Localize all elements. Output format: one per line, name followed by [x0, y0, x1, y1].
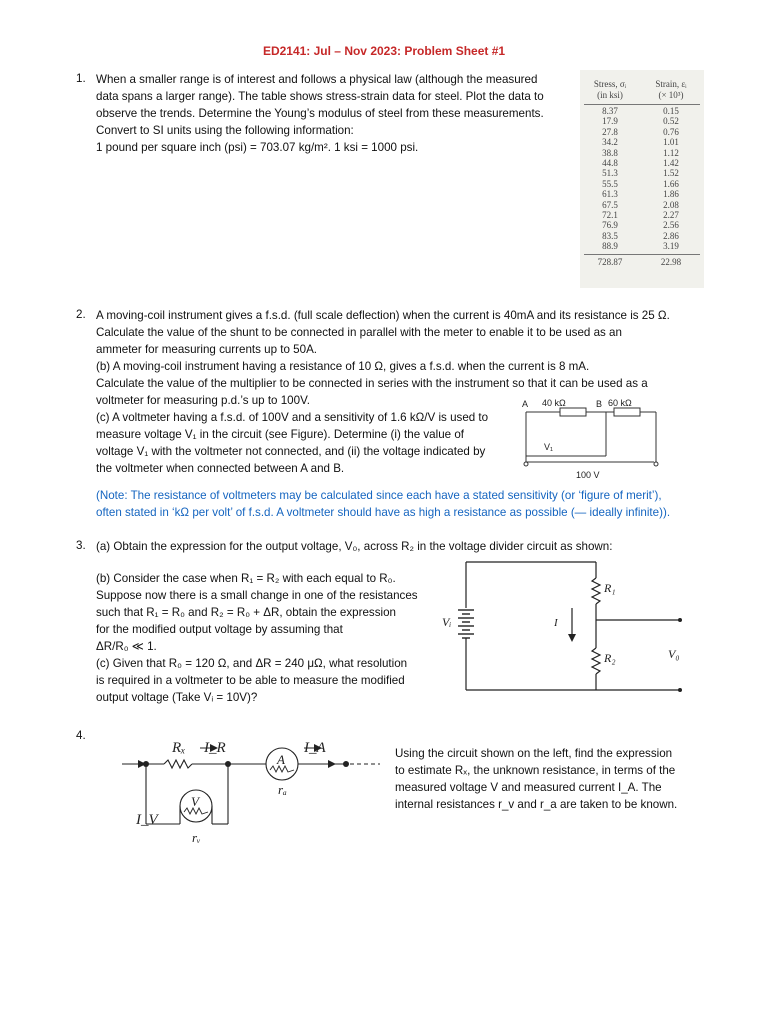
q3-number: 3.: [76, 539, 86, 552]
iv-label: I_V: [136, 812, 158, 828]
ia-label: I_A: [304, 740, 326, 756]
q1-line: Convert to SI units using the following information:: [96, 124, 354, 137]
stress-cell: 51.3: [602, 168, 618, 179]
stress-cell: 88.9: [602, 241, 618, 252]
strain-cell: 2.86: [663, 230, 679, 241]
stress-cell: 8.37: [602, 106, 618, 116]
stress-cell: 34.2: [602, 137, 618, 148]
stress-cell: 61.3: [602, 189, 618, 200]
output-terminal: [678, 618, 682, 622]
note-line: (Note: The resistance of voltmeters may be calculated since each have a stated sensitivity (or ‘figure of merit’),: [96, 489, 662, 502]
q3-line: ΔR/R₀ ≪ 1.: [96, 640, 157, 653]
q2-line: (b) A moving-coil instrument having a resistance of 10 Ω, gives a f.s.d. when the current is 8 mA.: [96, 360, 590, 373]
note-line: often stated in ‘kΩ per volt’ of f.s.d. A voltmeter should have as high a resistance as possible (— ideally infinite)).: [96, 506, 671, 519]
resistor-rx: [164, 760, 192, 768]
strain-cell: 1.52: [663, 168, 679, 179]
strain-cell: 1.12: [663, 147, 679, 158]
stress-cell: 38.8: [602, 147, 618, 158]
strain-cell: 1.42: [663, 158, 679, 169]
resistor-r2: [592, 648, 600, 674]
q2-line: Calculate the value of the multiplier to be connected in series with the instrument so that it can be used as a: [96, 377, 648, 390]
q4-line: Using the circuit shown on the left, find the expression: [395, 747, 673, 760]
q1-line: data spans a larger range). The table shows stress-strain data for steel. Plot the data to: [96, 90, 544, 103]
node-a-label: A: [522, 399, 529, 409]
q2-line: (c) A voltmeter having a f.s.d. of 100V and a sensitivity of 1.6 kΩ/V is used to: [96, 411, 489, 424]
junction: [143, 761, 149, 767]
q3-text: [96, 570, 418, 706]
output-terminal: [678, 688, 682, 692]
table-header-stress-unit: (in ksi): [597, 90, 623, 100]
stress-cell: 83.5: [602, 230, 618, 241]
q2-line: A moving-coil instrument gives a f.s.d. (full scale deflection) when the current is 40mA and its resistance is 25 Ω.: [96, 309, 670, 322]
current-label: I: [554, 617, 558, 629]
q3-line: output voltage (Take Vᵢ = 10V)?: [96, 691, 258, 704]
voltmeter-label: V: [191, 794, 199, 809]
rx-label: Rₓ: [172, 740, 186, 756]
stress-cell: 55.5: [602, 178, 618, 189]
vi-label: Vᵢ: [442, 615, 452, 629]
stress-cell: 76.9: [602, 220, 618, 231]
stress-strain-table: [580, 70, 704, 288]
terminal: [524, 462, 528, 466]
stress-column: [585, 106, 635, 252]
q2-line: Calculate the value of the shunt to be connected in parallel with the meter to enable it to be used as an: [96, 326, 622, 339]
r1-label: 40 kΩ: [542, 398, 566, 408]
node-b-label: B: [596, 399, 603, 409]
strain-column: [646, 106, 696, 252]
q2-line: ammeter for measuring currents up to 50A.: [96, 343, 318, 356]
resistor-40k: [560, 408, 586, 416]
current-arrow-head: [568, 634, 576, 642]
q2-line: voltage V₁ with the voltmeter not connected, and (ii) the voltage indicated by: [96, 445, 486, 458]
q3-line: Suppose now there is a small change in one of the resistances: [96, 589, 418, 602]
q4-circuit-diagram: [118, 734, 382, 846]
q2-number: 2.: [76, 308, 86, 321]
q2-line: measure voltage V₁ in the circuit (see Figure). Determine (i) the value of: [96, 428, 464, 441]
strain-cell: 1.66: [663, 178, 679, 189]
stress-cell: 27.8: [602, 126, 618, 137]
q2-line: voltmeter for measuring p.d.’s up to 100V.: [96, 394, 310, 407]
stress-cell: 44.8: [602, 158, 618, 169]
q4-line: measured voltage V and measured current I_A. The: [395, 781, 662, 794]
q3-voltage-divider-diagram: [436, 556, 686, 698]
q1-number: 1.: [76, 72, 86, 85]
q3-line: is required in a voltmeter to be able to measure the modified: [96, 674, 405, 687]
q4-number: 4.: [76, 729, 86, 742]
q1-line: observe the trends. Determine the Young’s modulus of steel from these measurements.: [96, 107, 544, 120]
strain-cell: 0.52: [663, 116, 679, 127]
q2-note: [96, 487, 670, 521]
vo-label: V₀: [668, 647, 680, 661]
strain-cell: 1.01: [663, 137, 679, 148]
ammeter-label: A: [277, 752, 285, 767]
table-header-strain-unit: (× 10³): [658, 90, 684, 100]
q3-part-a: (a) Obtain the expression for the output voltage, V₀, across R₂ in the voltage divider circuit as shown:: [96, 540, 613, 553]
r2-label: 60 kΩ: [608, 398, 632, 408]
resistor-60k: [614, 408, 640, 416]
strain-cell: 1.86: [663, 189, 679, 200]
junction: [225, 761, 231, 767]
strain-cell: 0.76: [663, 126, 679, 137]
strain-cell: 0.15: [663, 106, 679, 116]
q4-text: [395, 745, 677, 813]
q3-line: for the modified output voltage by assuming that: [96, 623, 343, 636]
v1-label: V₁: [544, 442, 554, 452]
table-divider: [584, 104, 700, 105]
ia-arrow-icon: [328, 760, 336, 768]
source-label: 100 V: [576, 470, 600, 480]
strain-cell: 2.08: [663, 199, 679, 210]
table-header-stress: Stress, σᵢ: [593, 79, 627, 89]
q2-circuit-diagram: [518, 394, 668, 482]
resistor-r1: [592, 578, 600, 604]
stress-total: 728.87: [597, 257, 623, 267]
strain-cell: 2.56: [663, 220, 679, 231]
q4-line: internal resistances r_v and r_a are taken to be known.: [395, 798, 678, 811]
stress-cell: 72.1: [602, 210, 618, 221]
r1-label: R₁: [604, 581, 616, 595]
terminal: [654, 462, 658, 466]
q3-line: (b) Consider the case when R₁ = R₂ with each equal to R₀.: [96, 572, 396, 585]
page-title: ED2141: Jul – Nov 2023: Problem Sheet #1: [262, 44, 506, 58]
q1-text: [96, 71, 544, 156]
table-divider: [584, 254, 700, 255]
table-header-strain: Strain, εᵢ: [655, 79, 687, 89]
q3-line: (c) Given that R₀ = 120 Ω, and ΔR = 240 μΩ, what resolution: [96, 657, 408, 670]
q1-line: 1 pound per square inch (psi) = 703.07 kg/m². 1 ksi = 1000 psi.: [96, 141, 419, 154]
stress-cell: 67.5: [602, 199, 618, 210]
q2-line: the voltmeter when connected between A and B.: [96, 462, 345, 475]
q4-line: to estimate Rₓ, the unknown resistance, in terms of the: [395, 764, 676, 777]
terminal: [343, 761, 349, 767]
strain-cell: 3.19: [663, 241, 679, 252]
battery-icon: [458, 610, 474, 638]
q1-line: When a smaller range is of interest and follows a physical law (although the measured: [96, 73, 538, 86]
ir-label: I_R: [204, 740, 226, 756]
r2-label: R₂: [604, 651, 616, 665]
stress-cell: 17.9: [602, 116, 618, 127]
q3-line: such that R₁ = R₀ and R₂ = R₀ + ΔR, obtain the expression: [96, 606, 396, 619]
ra-label: rₐ: [278, 782, 287, 797]
strain-total: 22.98: [660, 257, 682, 267]
strain-cell: 2.27: [663, 210, 679, 221]
rv-label: rᵥ: [192, 830, 201, 845]
